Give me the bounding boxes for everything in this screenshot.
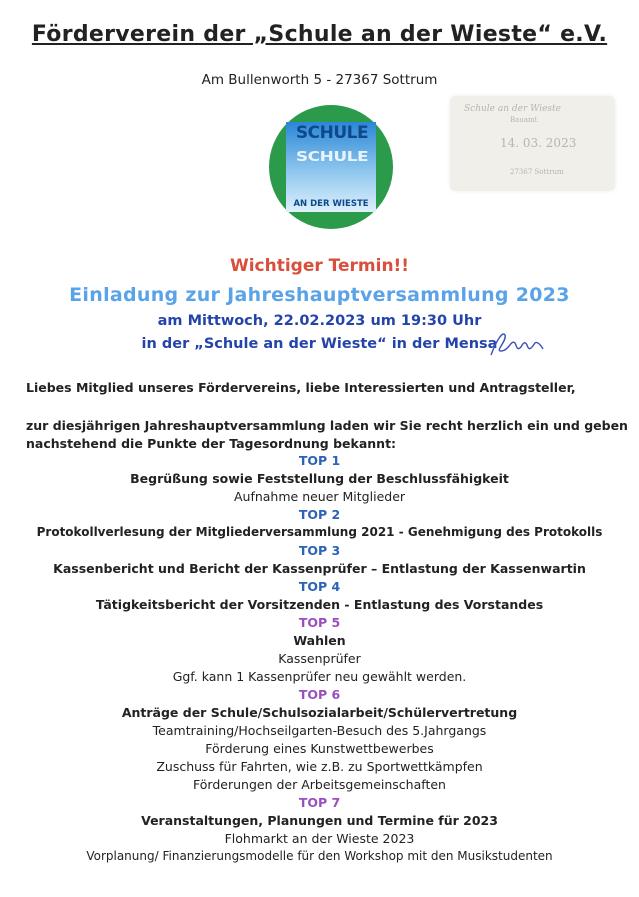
agenda-top-heading: TOP 1 <box>298 453 341 468</box>
agenda-item: Kassenprüfer <box>278 651 361 666</box>
agenda-top-heading: TOP 3 <box>298 543 341 558</box>
event-date: am Mittwoch, 22.02.2023 um 19:30 Uhr <box>157 313 482 329</box>
agenda-item: Aufnahme neuer Mitglieder <box>233 489 406 504</box>
logo-text: SCHULE <box>295 123 369 143</box>
stamp-line: Bauamt <box>510 116 538 124</box>
stamp-date: 14. 03. 2023 <box>500 136 577 150</box>
agenda-item: Protokollverlesung der Mitgliederversammlung 2021 - Genehmigung des Protokolls <box>36 525 603 539</box>
invitation-title: Einladung zur Jahreshauptversammlung 2023 <box>69 284 570 306</box>
agenda-top-heading: TOP 5 <box>298 615 341 630</box>
handwritten-signature <box>487 329 547 359</box>
agenda-item: Anträge der Schule/Schulsozialarbeit/Schülervertretung <box>121 705 518 720</box>
agenda-item: Begrüßung sowie Feststellung der Beschlussfähigkeit <box>130 471 509 486</box>
agenda-item: Förderung eines Kunstwettbewerbes <box>205 741 434 756</box>
event-location: in der „Schule an der Wieste“ in der Mensa <box>141 336 498 352</box>
agenda-item: Wahlen <box>293 633 346 648</box>
document-title: Förderverein der „Schule an der Wieste“ e.V. <box>31 22 608 47</box>
intro-text: nachstehend die Punkte der Tagesordnung bekannt: <box>26 436 397 451</box>
agenda-top-heading: TOP 4 <box>298 579 341 594</box>
agenda-item: Tätigkeitsbericht der Vorsitzenden - Entlastung des Vorstandes <box>95 597 544 612</box>
agenda-top-heading: TOP 7 <box>298 795 341 810</box>
agenda-top-heading: TOP 2 <box>298 507 341 522</box>
salutation: Liebes Mitglied unseres Fördervereins, liebe Interessierten und Antragsteller, <box>26 380 576 395</box>
logo-subtext: AN DER WIESTE <box>293 199 369 209</box>
agenda-item: Teamtraining/Hochseilgarten-Besuch des 5.Jahrgangs <box>152 723 487 738</box>
agenda-item: Veranstaltungen, Planungen und Termine für 2023 <box>141 813 498 828</box>
school-logo <box>269 105 393 229</box>
logo-text-reflection: SCHULE <box>295 149 369 165</box>
agenda-item: Ggf. kann 1 Kassenprüfer neu gewählt werden. <box>172 669 467 684</box>
agenda-item: Zuschuss für Fahrten, wie z.B. zu Sportwettkämpfen <box>156 759 483 774</box>
stamp-line: Schule an der Wieste <box>464 104 561 114</box>
agenda-top-heading: TOP 6 <box>298 687 341 702</box>
headline: Wichtiger Termin!! <box>229 256 410 276</box>
received-stamp <box>450 96 615 191</box>
agenda-item: Flohmarkt an der Wieste 2023 <box>224 831 415 846</box>
agenda-item: Förderungen der Arbeitsgemeinschaften <box>193 777 446 792</box>
address: Am Bullenworth 5 - 27367 Sottrum <box>201 72 438 88</box>
agenda-item: Kassenbericht und Bericht der Kassenprüfer – Entlastung der Kassenwartin <box>53 561 586 576</box>
stamp-line: 27367 Sottrum <box>510 168 564 176</box>
agenda-item: Vorplanung/ Finanzierungsmodelle für den Workshop mit den Musikstudenten <box>86 849 553 863</box>
intro-text: zur diesjährigen Jahreshauptversammlung laden wir Sie recht herzlich ein und geben <box>26 418 628 433</box>
